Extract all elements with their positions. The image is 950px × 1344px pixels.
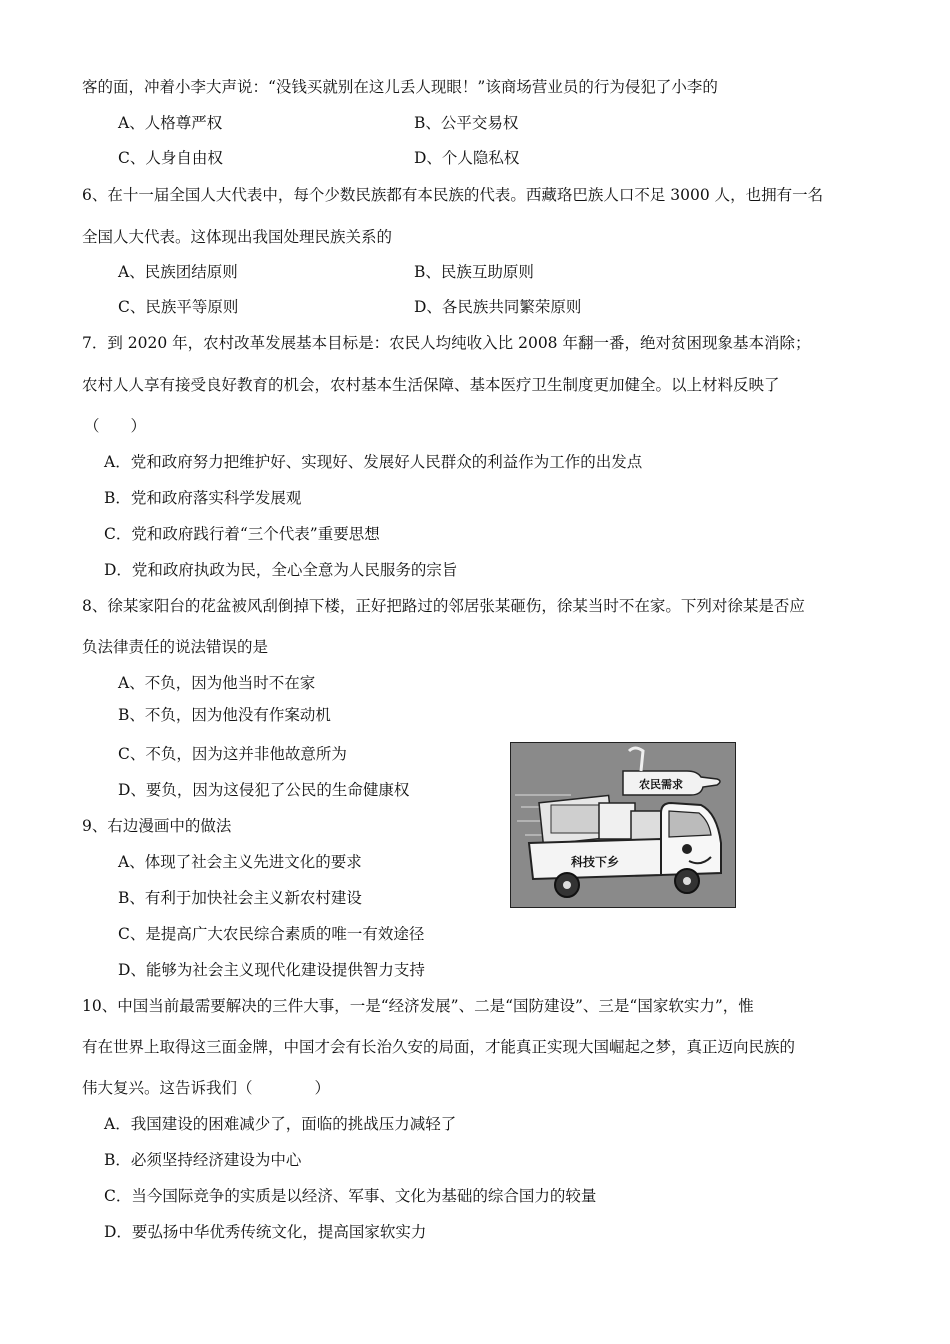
q9-option-a: A、体现了社会主义先进文化的要求 bbox=[118, 853, 362, 871]
q10-option-c: C．当今国际竞争的实质是以经济、军事、文化为基础的综合国力的较量 bbox=[104, 1187, 597, 1205]
q10-option-a: A．我国建设的困难减少了，面临的挑战压力减轻了 bbox=[104, 1115, 457, 1133]
q5-option-a: A、人格尊严权 bbox=[118, 114, 223, 132]
q8-option-b: B、不负，因为他没有作案动机 bbox=[118, 706, 331, 724]
q7-option-d: D．党和政府执政为民，全心全意为人民服务的宗旨 bbox=[104, 561, 458, 579]
cartoon-drawing bbox=[511, 743, 735, 907]
q9-stem-line: 9、右边漫画中的做法 bbox=[82, 817, 232, 835]
q7-option-b: B．党和政府落实科学发展观 bbox=[104, 489, 302, 507]
sign-label: 农民需求 bbox=[639, 778, 683, 791]
science-to-countryside-cartoon bbox=[510, 742, 736, 908]
q7-option-c: C．党和政府践行着“三个代表”重要思想 bbox=[104, 525, 380, 543]
q10-stem-line-1: 10、中国当前最需要解决的三件大事，一是“经济发展”、二是“国防建设”、三是“国家软实力”，惟 bbox=[82, 997, 754, 1015]
q5-option-b: B、公平交易权 bbox=[414, 114, 519, 132]
q6-stem-line-2: 全国人大代表。这体现出我国处理民族关系的 bbox=[82, 228, 393, 246]
q10-option-b: B．必须坚持经济建设为中心 bbox=[104, 1151, 302, 1169]
q8-option-c: C、不负，因为这并非他故意所为 bbox=[118, 745, 347, 763]
q7-stem-line-1: 7．到 2020 年，农村改革发展基本目标是：农民人均纯收入比 2008 年翻一番，绝对贫困现象基本消除； bbox=[82, 334, 811, 352]
q6-stem-line-1: 6、在十一届全国人大代表中，每个少数民族都有本民族的代表。西藏珞巴族人口不足 3000 人，也拥有一名 bbox=[82, 186, 824, 204]
q9-option-c: C、是提高广大农民综合素质的唯一有效途径 bbox=[118, 925, 425, 943]
q8-option-d: D、要负，因为这侵犯了公民的生命健康权 bbox=[118, 781, 410, 799]
book-cargo bbox=[539, 795, 661, 844]
q8-stem-line-1: 8、徐某家阳台的花盆被风刮倒掉下楼，正好把路过的邻居张某砸伤，徐某当时不在家。下列对徐某是否应 bbox=[82, 597, 805, 615]
q9-option-b: B、有利于加快社会主义新农村建设 bbox=[118, 889, 362, 907]
q6-option-b: B、民族互助原则 bbox=[414, 263, 534, 281]
q6-option-c: C、民族平等原则 bbox=[118, 298, 239, 316]
q5-stem-line: 客的面，冲着小李大声说：“没钱买就别在这儿丢人现眼！”该商场营业员的行为侵犯了小李的 bbox=[82, 78, 718, 96]
q8-option-a: A、不负，因为他当时不在家 bbox=[118, 674, 316, 692]
q7-option-a: A．党和政府努力把维护好、实现好、发展好人民群众的利益作为工作的出发点 bbox=[104, 453, 643, 471]
q5-option-c: C、人身自由权 bbox=[118, 149, 223, 167]
q6-option-d: D、各民族共同繁荣原则 bbox=[414, 298, 582, 316]
q7-answer-blank: （ ） bbox=[84, 417, 147, 435]
q7-stem-line-2: 农村人人享有接受良好教育的机会，农村基本生活保障、基本医疗卫生制度更加健全。以上材料反映了 bbox=[82, 376, 780, 394]
q10-stem-line-3: 伟大复兴。这告诉我们（ ） bbox=[82, 1079, 331, 1097]
q10-stem-line-2: 有在世界上取得这三面金牌，中国才会有长治久安的局面，才能真正实现大国崛起之梦，真正迈向民族的 bbox=[82, 1038, 796, 1056]
truck-label: 科技下乡 bbox=[570, 855, 620, 869]
q9-option-d: D、能够为社会主义现代化建设提供智力支持 bbox=[118, 961, 425, 979]
q10-option-d: D．要弘扬中华优秀传统文化，提高国家软实力 bbox=[104, 1223, 427, 1241]
pointing-hand-sign bbox=[623, 748, 720, 795]
q6-option-a: A、民族团结原则 bbox=[118, 263, 238, 281]
q8-stem-line-2: 负法律责任的说法错误的是 bbox=[82, 638, 269, 656]
q5-option-d: D、个人隐私权 bbox=[414, 149, 520, 167]
